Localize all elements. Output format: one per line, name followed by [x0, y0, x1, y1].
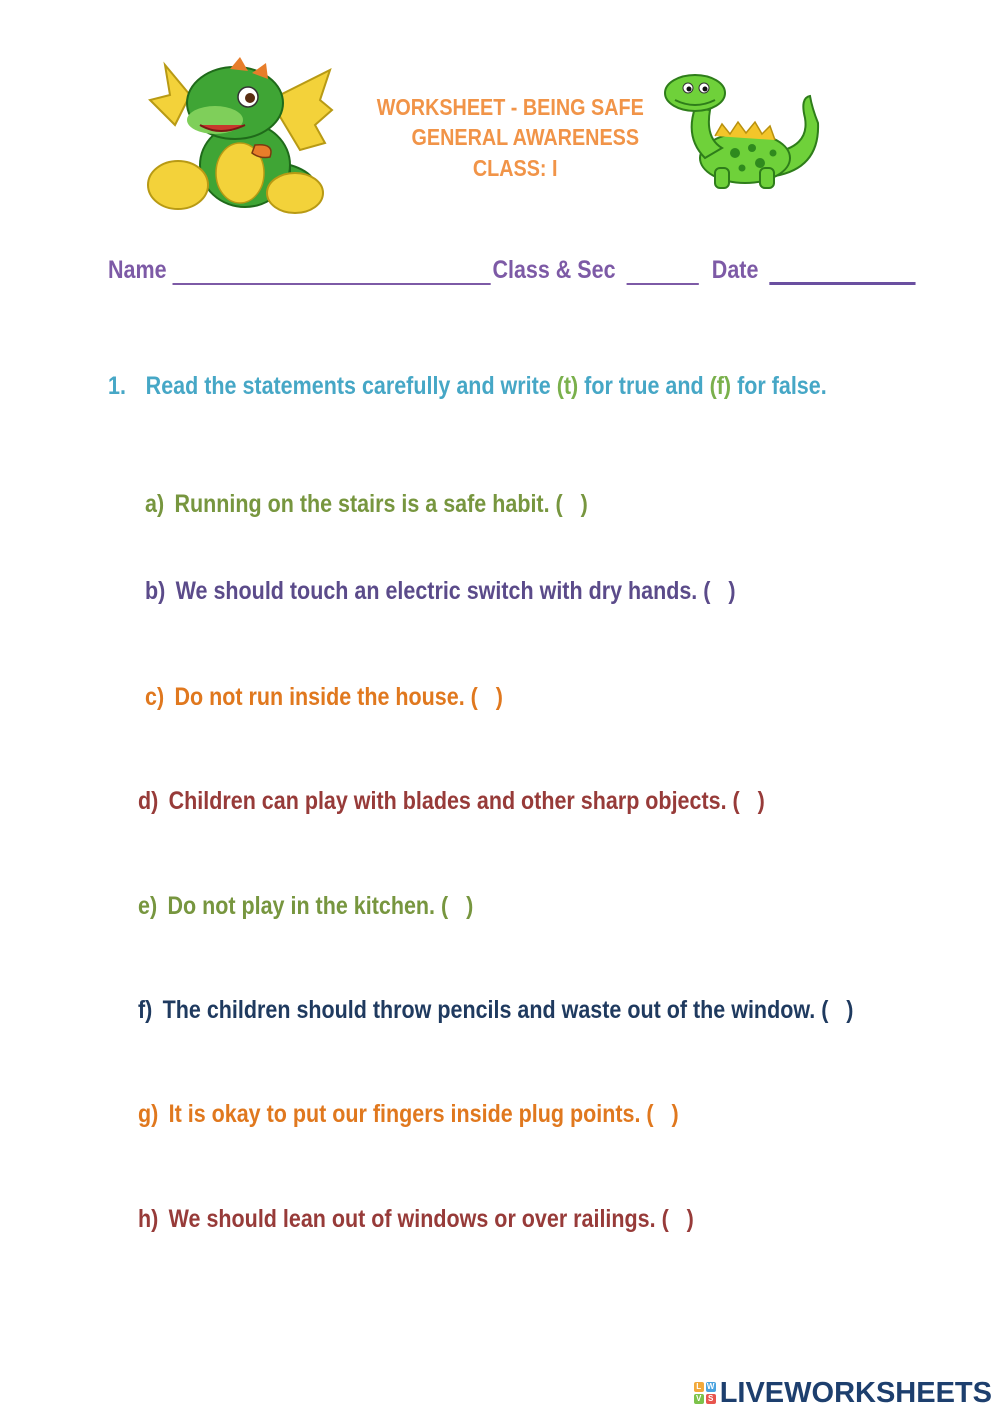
statement-text-wrap: [145, 577, 736, 606]
statement-text: Children can play with blades and other sharp objects.: [168, 787, 727, 815]
statement-label: d): [138, 787, 159, 815]
statement-label: a): [145, 490, 165, 518]
logo-letter: W: [706, 1382, 715, 1391]
statement-a: [145, 490, 660, 519]
name-blank[interactable]: [173, 257, 491, 285]
answer-box[interactable]: ( ): [732, 787, 765, 815]
statement-b: [145, 577, 832, 606]
statement-text-wrap: [138, 1205, 694, 1234]
question-number: 1.: [108, 372, 126, 400]
dinosaur-illustration: [660, 68, 820, 193]
logo-letter: S: [706, 1394, 716, 1404]
statement-d: [138, 787, 867, 816]
statement-f: [138, 996, 970, 1025]
name-label: Name: [108, 256, 167, 284]
statement-text: Do not play in the kitchen.: [167, 892, 436, 920]
statement-c: [145, 683, 561, 712]
date-blank[interactable]: [770, 256, 916, 285]
statement-text: Running on the stairs is a safe habit.: [174, 490, 550, 518]
statement-h: [138, 1205, 784, 1234]
logo-letter: L: [694, 1382, 704, 1392]
false-mark: (f): [709, 372, 732, 400]
statement-label: c): [145, 683, 165, 711]
statement-text: We should lean out of windows or over railings.: [168, 1205, 656, 1233]
question-1: [108, 372, 944, 401]
liveworksheets-brand: LIVEWORKSHEETS: [719, 1376, 992, 1409]
class-title: [335, 155, 695, 182]
logo-letter: V: [694, 1394, 704, 1404]
statement-text: We should touch an electric switch with dry hands.: [175, 577, 698, 605]
statement-label: e): [138, 892, 158, 920]
answer-box[interactable]: ( ): [441, 892, 474, 920]
answer-box[interactable]: ( ): [646, 1100, 679, 1128]
title-line-1: WORKSHEET - BEING SAFE: [376, 94, 644, 120]
title-line-3: CLASS: I: [472, 155, 558, 181]
statement-g: [138, 1100, 767, 1129]
true-mark: (t): [556, 372, 579, 400]
title-line-2: GENERAL AWARENESS: [411, 124, 639, 150]
statement-text-wrap: [138, 892, 473, 921]
statement-text-wrap: [145, 490, 588, 519]
liveworksheets-logo[interactable]: [694, 1377, 992, 1409]
answer-box[interactable]: ( ): [470, 683, 503, 711]
question-text-part2: for true and: [584, 372, 704, 400]
statement-label: g): [138, 1100, 159, 1128]
subject-title: [345, 124, 705, 151]
statement-text-wrap: [145, 683, 503, 712]
class-sec-blank[interactable]: [627, 257, 699, 285]
question-text-part1: Read the statements carefully and write: [145, 372, 551, 400]
winged-dragon-illustration: [140, 55, 335, 215]
statement-text-wrap: [138, 787, 765, 816]
statement-label: b): [145, 577, 166, 605]
answer-box[interactable]: ( ): [661, 1205, 694, 1233]
answer-box[interactable]: ( ): [821, 996, 854, 1024]
worksheet-title: [330, 94, 690, 121]
statement-text-wrap: [138, 996, 853, 1025]
statement-label: f): [138, 996, 153, 1024]
date-label: Date: [711, 256, 759, 284]
statement-text: It is okay to put our fingers inside plug points.: [168, 1100, 641, 1128]
statement-label: h): [138, 1205, 159, 1233]
answer-box[interactable]: ( ): [703, 577, 736, 605]
answer-box[interactable]: ( ): [555, 490, 588, 518]
statement-text: The children should throw pencils and waste out of the window.: [162, 996, 816, 1024]
statement-text-wrap: [138, 1100, 679, 1129]
class-sec-label: Class & Sec: [492, 256, 616, 284]
statement-e: [138, 892, 528, 921]
student-info-row: [108, 256, 1000, 285]
question-text-part3: for false.: [737, 372, 827, 400]
statement-text: Do not run inside the house.: [174, 683, 465, 711]
liveworksheets-icon: [694, 1382, 716, 1404]
